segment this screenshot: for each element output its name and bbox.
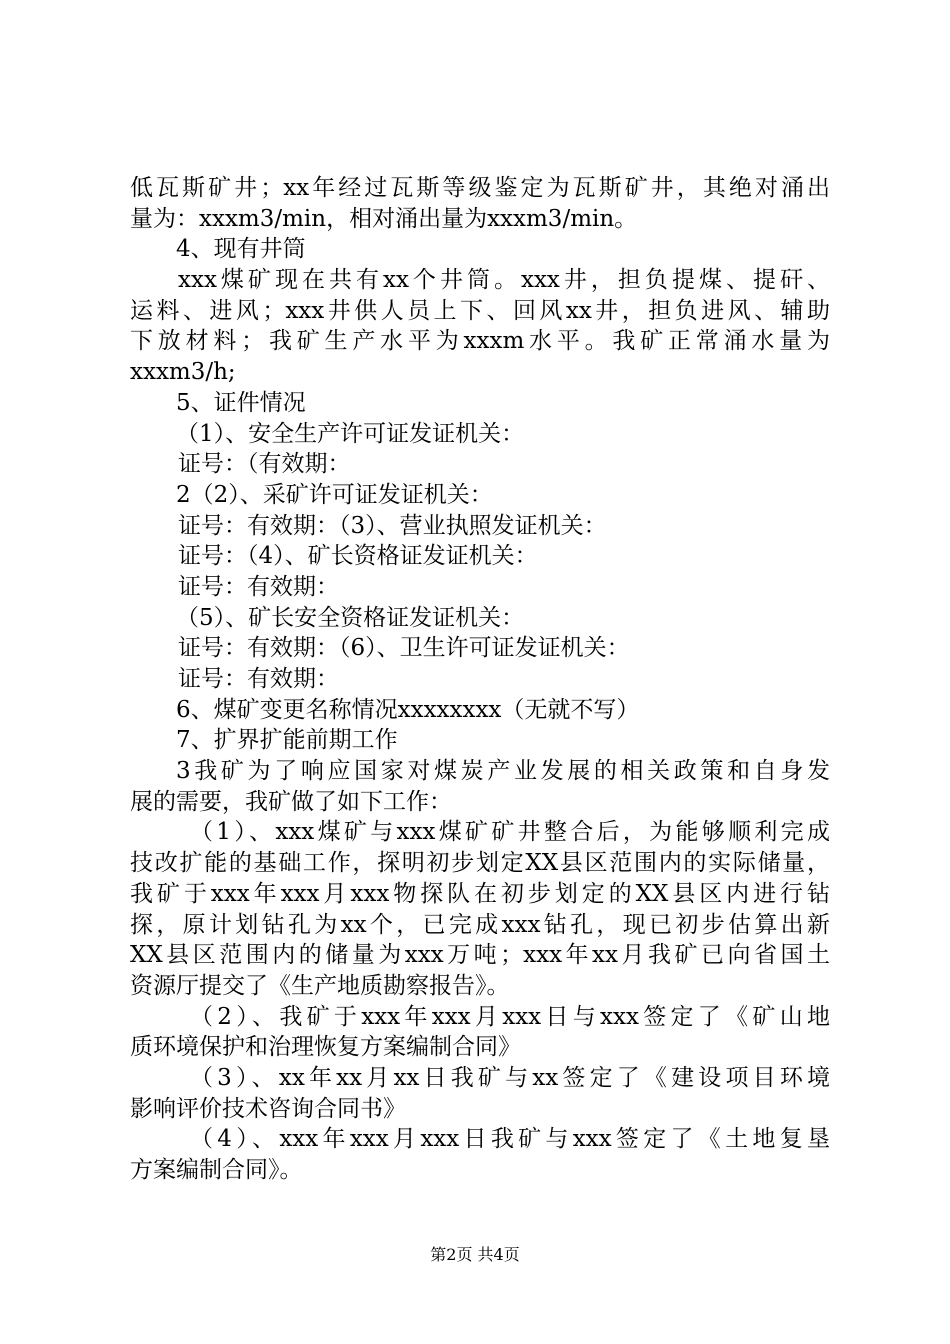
body-line: 运料、进风；xxx井供人员上下、回风xx井，担负进风、辅助 — [130, 297, 830, 324]
certificate-line: （5）、矿长安全资格证发证机关： — [176, 604, 525, 631]
body-line: 质环境保护和治理恢复方案编制合同》 — [130, 1034, 521, 1061]
body-line: 影响评价技术咨询合同书》 — [130, 1095, 406, 1122]
section-heading: 4、现有井筒 — [176, 236, 306, 263]
body-line: 下放材料；我矿生产水平为xxxm水平。我矿正常涌水量为 — [130, 328, 830, 355]
section-heading: 7、扩界扩能前期工作 — [176, 727, 398, 754]
body-line: 我矿于xxx年xxx月xxx物探队在初步划定的XX县区内进行钻 — [130, 880, 830, 907]
body-line: xxx煤矿现在共有xx个井筒。xxx井，担负提煤、提矸、 — [178, 267, 830, 294]
certificate-line: 证号：（4）、矿长资格证发证机关： — [178, 543, 538, 570]
body-line: 3我矿为了响应国家对煤炭产业发展的相关政策和自身发 — [176, 758, 830, 785]
certificate-line: 证号：有效期： — [178, 666, 339, 692]
body-line: 量为：xxxm3/min，相对涌出量为xxxm3/min。 — [130, 205, 638, 232]
body-line: （2）、我矿于xxx年xxx月xxx日与xxx签定了《矿山地 — [190, 1003, 830, 1030]
section-heading: 6、煤矿变更名称情况xxxxxxxx（无就不写） — [176, 696, 640, 723]
body-line: 技改扩能的基础工作，探明初步划定XX县区范围内的实际储量， — [130, 850, 830, 877]
page-footer: 第2页 共4页 — [430, 1245, 520, 1264]
body-line: （4）、xxx年xxx月xxx日我矿与xxx签定了《土地复垦 — [190, 1126, 830, 1153]
body-line: 资源厅提交了《生产地质勘察报告》。 — [130, 972, 510, 999]
certificate-line: 证号：有效期：（3）、营业执照发证机关： — [178, 512, 607, 539]
section-heading: 5、证件情况 — [176, 389, 306, 416]
certificate-line: 证号：有效期：（6）、卫生许可证发证机关： — [178, 635, 630, 662]
body-line: xxxm3/h; — [130, 359, 236, 386]
body-line: 展的需要，我矿做了如下工作： — [130, 788, 452, 815]
body-line: 探，原计划钻孔为xx个，已完成xxx钻孔，现已初步估算出新 — [130, 911, 830, 938]
certificate-line: 2（2）、采矿许可证发证机关： — [176, 481, 493, 508]
body-line: 低瓦斯矿井；xx年经过瓦斯等级鉴定为瓦斯矿井，其绝对涌出 — [130, 175, 830, 201]
body-line: （1）、xxx煤矿与xxx煤矿矿井整合后，为能够顺利完成 — [190, 819, 830, 846]
document-body — [130, 173, 830, 1186]
body-line: 方案编制合同》。 — [130, 1157, 303, 1183]
body-line: XX县区范围内的储量为xxx万吨；xxx年xx月我矿已向省国土 — [130, 942, 830, 969]
certificate-line: 证号：（有效期： — [178, 451, 351, 478]
certificate-line: （1）、安全生产许可证发证机关： — [176, 420, 525, 447]
body-line: （3）、xx年xx月xx日我矿与xx签定了《建设项目环境 — [190, 1064, 830, 1091]
certificate-line: 证号：有效期： — [178, 573, 339, 600]
